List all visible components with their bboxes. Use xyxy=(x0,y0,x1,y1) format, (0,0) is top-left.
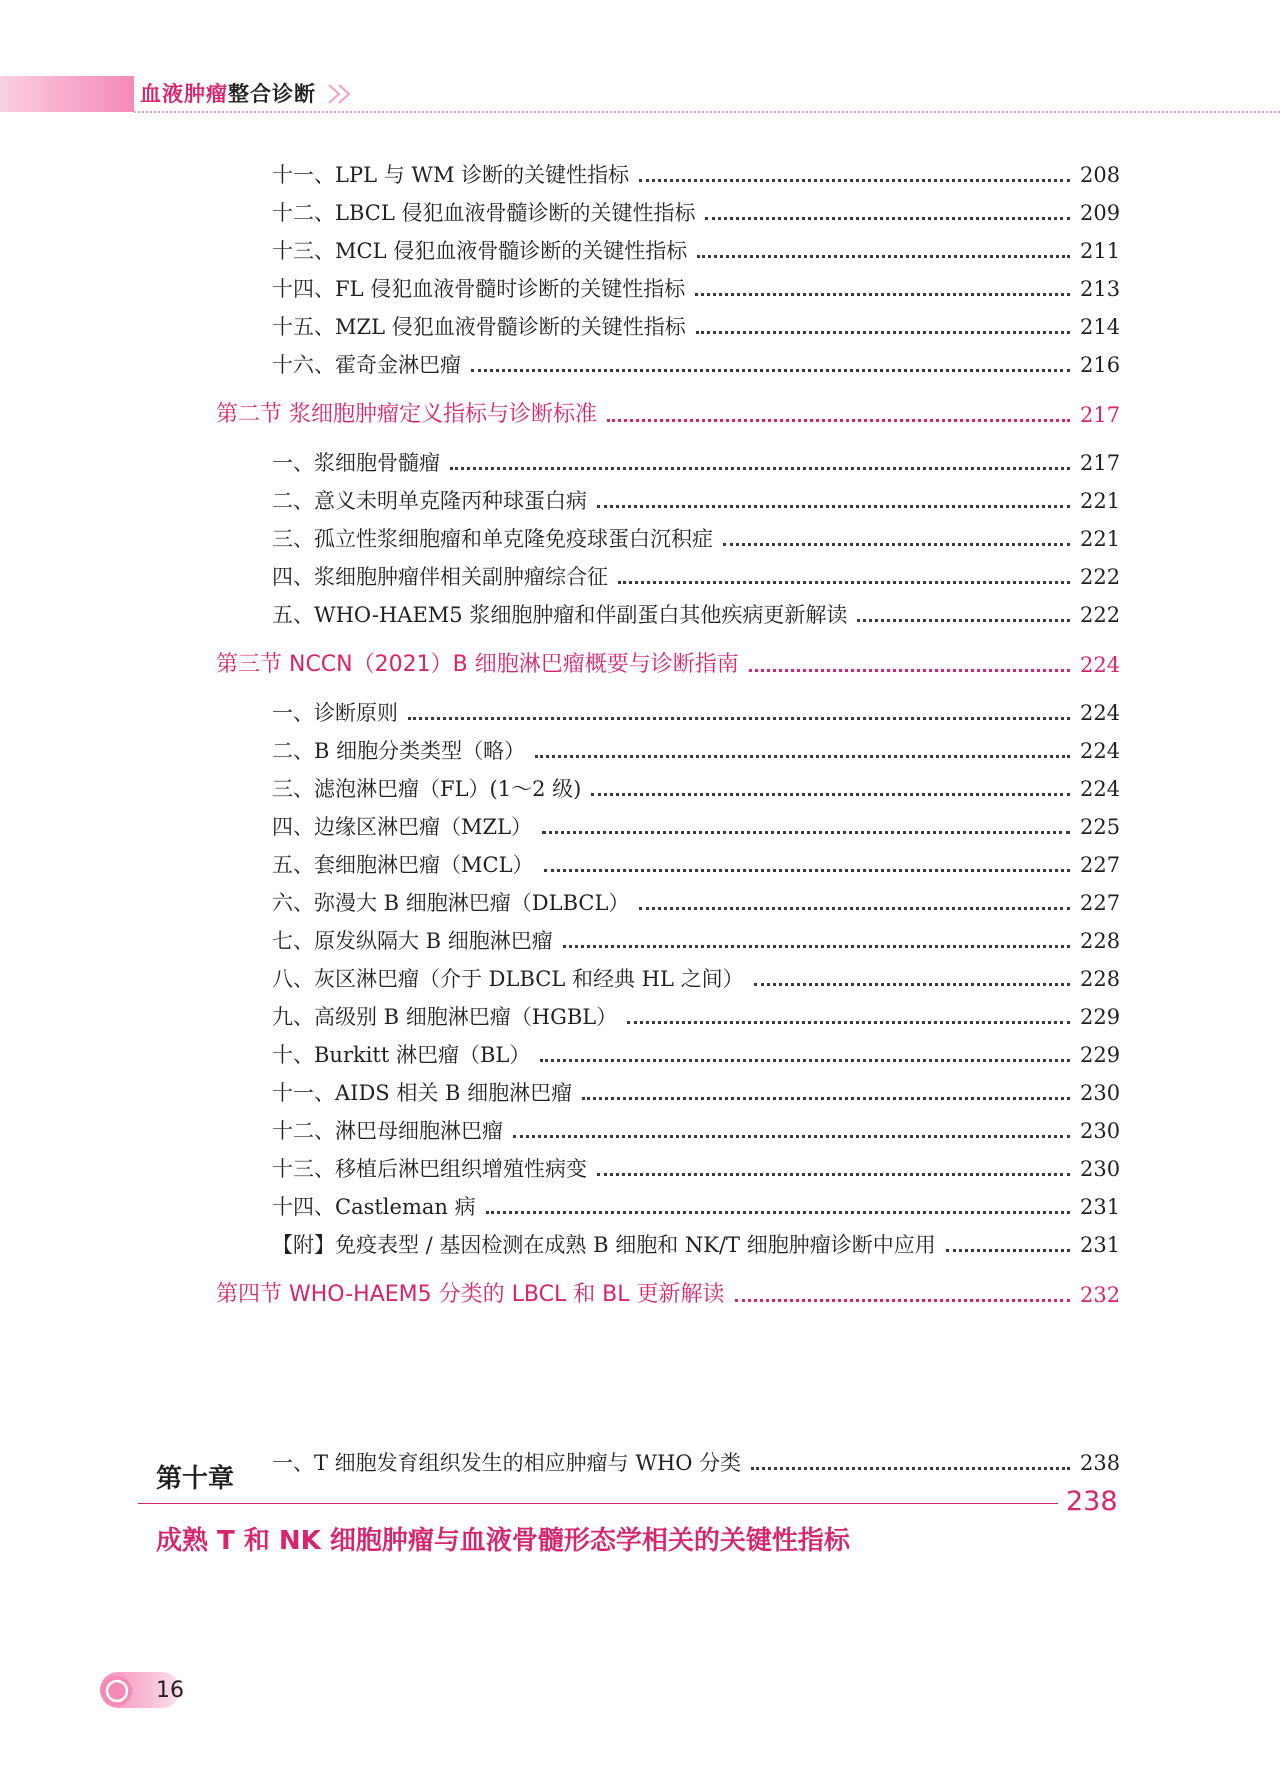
toc-entry xyxy=(272,600,1120,630)
toc-entry xyxy=(272,736,1120,766)
chapter-page-number: 238 xyxy=(1066,1486,1118,1517)
toc-page-number: 227 xyxy=(1080,853,1121,877)
toc-entry-label: 【附】免疫表型 / 基因检测在成熟 B 细胞和 NK/T 细胞肿瘤诊断中应用 xyxy=(272,1233,936,1257)
header-band xyxy=(0,76,134,112)
dot-leader xyxy=(486,1211,1070,1214)
toc-page-number: 232 xyxy=(1080,1283,1121,1307)
dot-leader xyxy=(450,467,1070,470)
dot-leader xyxy=(857,619,1070,622)
dot-leader xyxy=(627,1021,1070,1024)
toc-page-number: 224 xyxy=(1080,653,1121,677)
dot-leader xyxy=(582,1097,1070,1100)
dot-leader xyxy=(696,331,1070,334)
toc-page-number: 216 xyxy=(1080,353,1121,377)
toc-entry xyxy=(272,926,1120,956)
dot-leader xyxy=(946,1249,1070,1252)
toc-page-number: 228 xyxy=(1080,967,1121,991)
toc-page-number: 230 xyxy=(1080,1119,1121,1143)
toc-entry xyxy=(272,486,1120,516)
dot-leader xyxy=(749,669,1070,672)
footer-page-number: 16 xyxy=(156,1678,184,1703)
toc-entry-label: 十三、MCL 侵犯血液骨髓诊断的关键性指标 xyxy=(272,239,688,263)
toc-entry-label: 十五、MZL 侵犯血液骨髓诊断的关键性指标 xyxy=(272,315,686,339)
toc-page-number: 217 xyxy=(1080,403,1121,427)
dot-leader xyxy=(695,293,1070,296)
toc-page-number: 238 xyxy=(1080,1451,1121,1475)
toc-entry xyxy=(272,562,1120,592)
toc-entry xyxy=(272,888,1120,918)
dot-leader xyxy=(597,1173,1070,1176)
toc-entry-label: 十四、Castleman 病 xyxy=(272,1195,476,1219)
dot-leader xyxy=(735,1299,1070,1302)
toc-page-number: 230 xyxy=(1080,1157,1121,1181)
header-title-pink: 血液肿瘤 xyxy=(140,82,228,106)
toc-entry xyxy=(272,448,1120,478)
toc-entry xyxy=(272,350,1120,380)
toc-entry-label: 第三节 NCCN（2021）B 细胞淋巴瘤概要与诊断指南 xyxy=(216,652,739,677)
toc-entry-label: 九、高级别 B 细胞淋巴瘤（HGBL） xyxy=(272,1005,618,1029)
dot-leader xyxy=(535,755,1070,758)
dot-leader xyxy=(471,369,1070,372)
toc-entry-label: 三、孤立性浆细胞瘤和单克隆免疫球蛋白沉积症 xyxy=(272,527,713,551)
toc-entry-label: 五、WHO-HAEM5 浆细胞肿瘤和伴副蛋白其他疾病更新解读 xyxy=(272,603,848,627)
toc-entry-label: 五、套细胞淋巴瘤（MCL） xyxy=(272,853,534,877)
toc-entry-label: 一、浆细胞骨髓瘤 xyxy=(272,451,440,475)
toc-entry xyxy=(272,1002,1120,1032)
toc-entry-label: 十三、移植后淋巴组织增殖性病变 xyxy=(272,1157,587,1181)
toc-entry xyxy=(272,774,1120,804)
toc-section-entry xyxy=(216,400,1120,430)
dot-leader xyxy=(540,1059,1070,1062)
dot-leader xyxy=(705,217,1070,220)
toc-entry xyxy=(272,850,1120,880)
toc-entry-label: 十六、霍奇金淋巴瘤 xyxy=(272,353,461,377)
dot-leader xyxy=(563,945,1070,948)
toc-entry-label: 二、B 细胞分类类型（略） xyxy=(272,739,526,763)
toc-entry xyxy=(272,236,1120,266)
chapter-rule xyxy=(138,1503,1058,1504)
circle-target-icon xyxy=(100,1674,134,1708)
dot-leader xyxy=(591,793,1070,796)
double-chevron-icon xyxy=(326,82,360,106)
toc-page-number: 221 xyxy=(1080,527,1121,551)
dot-leader xyxy=(607,419,1070,422)
toc-entry xyxy=(272,1078,1120,1108)
toc-entry-label: 十二、淋巴母细胞淋巴瘤 xyxy=(272,1119,503,1143)
toc-entry xyxy=(272,1448,1120,1478)
running-header-title xyxy=(140,78,316,110)
dot-leader xyxy=(597,505,1070,508)
toc-page-number: 213 xyxy=(1080,277,1121,301)
toc-page-number: 222 xyxy=(1080,565,1121,589)
toc-section-entry xyxy=(216,1280,1120,1310)
toc-page-number: 224 xyxy=(1080,739,1121,763)
toc-page-number: 211 xyxy=(1080,239,1121,263)
toc-page-number: 214 xyxy=(1080,315,1121,339)
toc-page-number: 231 xyxy=(1080,1195,1121,1219)
toc-entry-label: 一、诊断原则 xyxy=(272,701,398,725)
toc-page-number: 224 xyxy=(1080,701,1121,725)
toc-entry-label: 一、T 细胞发育组织发生的相应肿瘤与 WHO 分类 xyxy=(272,1451,742,1475)
toc-entry-label: 三、滤泡淋巴瘤（FL）(1～2 级) xyxy=(272,777,582,801)
toc-entry xyxy=(272,198,1120,228)
toc-entry xyxy=(272,698,1120,728)
chapter-number: 第十章 xyxy=(156,1464,235,1494)
toc-entry-label: 第四节 WHO-HAEM5 分类的 LBCL 和 BL 更新解读 xyxy=(216,1282,725,1307)
toc-page-number: 228 xyxy=(1080,929,1121,953)
toc-entry-label: 十一、AIDS 相关 B 细胞淋巴瘤 xyxy=(272,1081,573,1105)
toc-entry xyxy=(272,1192,1120,1222)
toc-page-number: 225 xyxy=(1080,815,1121,839)
toc-entry xyxy=(272,1230,1120,1260)
toc-entry xyxy=(272,274,1120,304)
toc-page-number: 208 xyxy=(1080,163,1121,187)
toc-entry xyxy=(272,1116,1120,1146)
toc-entry-label: 六、弥漫大 B 细胞淋巴瘤（DLBCL） xyxy=(272,891,630,915)
dot-leader xyxy=(639,907,1070,910)
dot-leader xyxy=(513,1135,1070,1138)
toc-section-entry xyxy=(216,650,1120,680)
toc-page-number: 229 xyxy=(1080,1043,1121,1067)
chapter-title: 成熟 T 和 NK 细胞肿瘤与血液骨髓形态学相关的关键性指标 xyxy=(156,1526,850,1556)
toc-entry xyxy=(272,312,1120,342)
toc-page-number: 231 xyxy=(1080,1233,1121,1257)
toc-entry-label: 十、Burkitt 淋巴瘤（BL） xyxy=(272,1043,531,1067)
dot-leader xyxy=(697,255,1070,258)
toc-entry-label: 十四、FL 侵犯血液骨髓时诊断的关键性指标 xyxy=(272,277,686,301)
dot-leader xyxy=(723,543,1070,546)
toc-entry-label: 四、边缘区淋巴瘤（MZL） xyxy=(272,815,533,839)
toc-entry xyxy=(272,1154,1120,1184)
toc-entry-label: 二、意义未明单克隆丙种球蛋白病 xyxy=(272,489,587,513)
dot-leader xyxy=(639,179,1070,182)
toc-entry xyxy=(272,160,1120,190)
toc-entry-label: 第二节 浆细胞肿瘤定义指标与诊断标准 xyxy=(216,402,597,427)
toc-entry xyxy=(272,1040,1120,1070)
toc-page-number: 229 xyxy=(1080,1005,1121,1029)
toc-page-number: 227 xyxy=(1080,891,1121,915)
toc-page-number: 209 xyxy=(1080,201,1121,225)
toc-page-number: 224 xyxy=(1080,777,1121,801)
toc-entry xyxy=(272,812,1120,842)
dot-leader xyxy=(542,831,1070,834)
dot-leader xyxy=(618,581,1070,584)
dot-leader xyxy=(544,869,1070,872)
toc-entry-label: 七、原发纵隔大 B 细胞淋巴瘤 xyxy=(272,929,553,953)
toc-page-number: 221 xyxy=(1080,489,1121,513)
toc-entry-label: 八、灰区淋巴瘤（介于 DLBCL 和经典 HL 之间） xyxy=(272,967,744,991)
toc-entry xyxy=(272,964,1120,994)
dot-leader xyxy=(408,717,1070,720)
toc-page-number: 217 xyxy=(1080,451,1121,475)
toc-entry-label: 十二、LBCL 侵犯血液骨髓诊断的关键性指标 xyxy=(272,201,696,225)
dot-leader xyxy=(751,1467,1070,1470)
toc-page-number: 230 xyxy=(1080,1081,1121,1105)
dot-leader xyxy=(754,983,1070,986)
toc-entry-label: 十一、LPL 与 WM 诊断的关键性指标 xyxy=(272,163,630,187)
header-title-dark: 整合诊断 xyxy=(228,82,316,106)
toc-entry xyxy=(272,524,1120,554)
header-rule xyxy=(134,111,1280,113)
toc-page-number: 222 xyxy=(1080,603,1121,627)
toc-entry-label: 四、浆细胞肿瘤伴相关副肿瘤综合征 xyxy=(272,565,608,589)
